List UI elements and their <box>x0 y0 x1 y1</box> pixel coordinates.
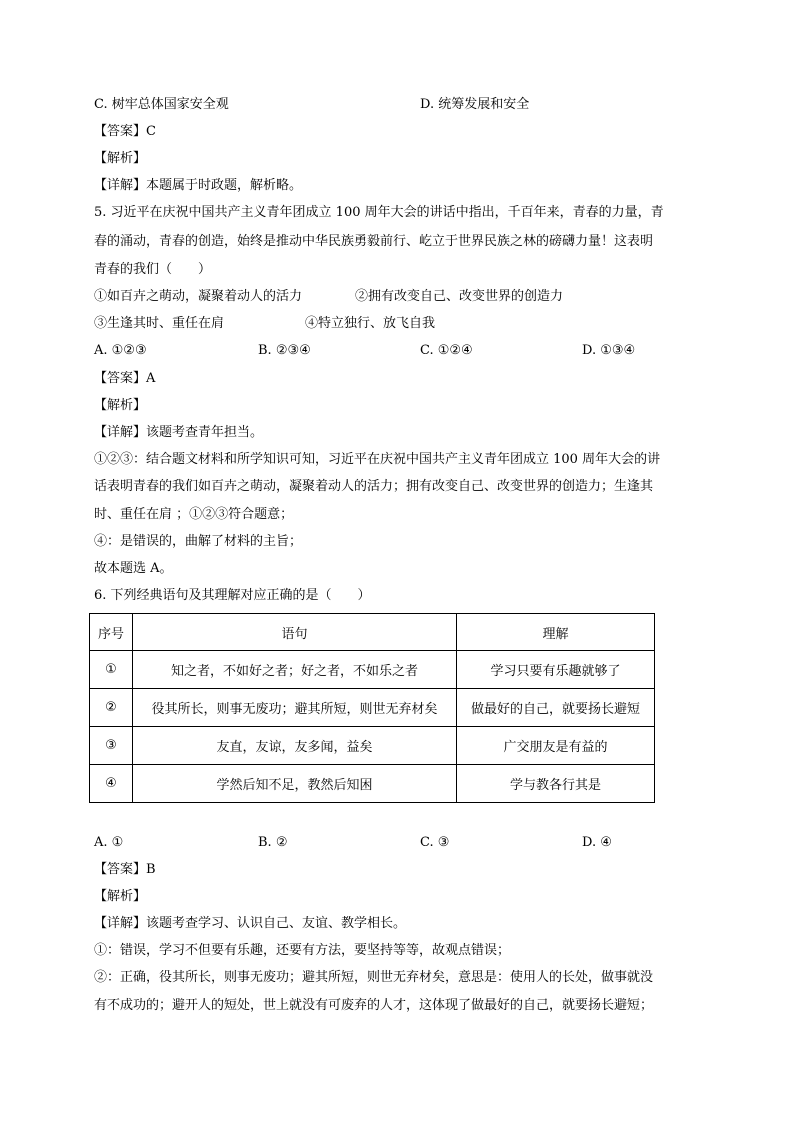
row-sentence: 友直，友谅，友多闻，益矣 <box>133 727 457 765</box>
q4-option-c: C. 树牢总体国家安全观 <box>94 97 229 112</box>
q5-item-4: ④特立独行、放飞自我 <box>305 316 436 331</box>
q5-option-c: C. ①②④ <box>420 343 473 358</box>
q6-explain-3: 有不成功的；避开人的短处，世上就没有可废弃的人才，这体现了做最好的自己，就要扬长避短； <box>94 998 654 1013</box>
q4-option-d: D. 统筹发展和安全 <box>420 97 530 112</box>
q5-explain-2: 话表明青春的我们如百卉之萌动，凝聚着动人的活力；拥有改变自己、改变世界的创造力；生逢其 <box>94 479 654 494</box>
q5-detail: 【详解】该题考查青年担当。 <box>94 425 264 440</box>
header-sentence: 语句 <box>133 614 457 651</box>
header-number: 序号 <box>90 614 133 651</box>
row-number: ③ <box>90 727 133 765</box>
q5-item-3: ③生逢其时、重任在肩 <box>94 316 225 331</box>
row-understanding: 广交朋友是有益的 <box>457 727 655 765</box>
table-row <box>90 651 655 689</box>
q6-detail: 【详解】该题考查学习、认识自己、友谊、教学相长。 <box>94 916 407 931</box>
row-understanding: 学与教各行其是 <box>457 765 655 803</box>
q5-option-d: D. ①③④ <box>582 343 636 358</box>
q5-analysis: 【解析】 <box>94 398 147 413</box>
q5-explain-5: 故本题选 A。 <box>94 561 173 576</box>
q5-stem-3: 青春的我们（ ） <box>94 262 212 277</box>
q4-analysis: 【解析】 <box>94 151 147 166</box>
row-number: ① <box>90 651 133 689</box>
row-sentence: 知之者，不如好之者；好之者，不如乐之者 <box>133 651 457 689</box>
q5-explain-3: 时、重任在肩 ；①②③符合题意； <box>94 507 294 522</box>
row-number: ② <box>90 689 133 727</box>
q5-explain-4: ④：是错误的，曲解了材料的主旨； <box>94 534 303 549</box>
q6-option-a: A. ① <box>94 835 124 850</box>
q6-option-b: B. ② <box>258 835 288 850</box>
row-number: ④ <box>90 765 133 803</box>
q4-detail: 【详解】本题属于时政题，解析略。 <box>94 178 303 193</box>
q5-stem-2: 春的涌动，青春的创造，始终是推动中华民族勇毅前行、屹立于世界民族之林的磅礴力量！这表明 <box>94 234 654 249</box>
row-sentence: 学然后知不足，教然后知困 <box>133 765 457 803</box>
q5-explain-1: ①②③：结合题文材料和所学知识可知，习近平在庆祝中国共产主义青年团成立 100 周年大会的讲 <box>94 452 661 467</box>
q5-item-1: ①如百卉之萌动，凝聚着动人的活力 <box>94 289 303 304</box>
row-understanding: 学习只要有乐趣就够了 <box>457 651 655 689</box>
q6-option-c: C. ③ <box>420 835 450 850</box>
table-header-row <box>90 614 655 651</box>
q5-item-2: ②拥有改变自己、改变世界的创造力 <box>355 289 564 304</box>
q5-option-b: B. ②③④ <box>258 343 311 358</box>
q5-option-a: A. ①②③ <box>94 343 147 358</box>
table-row <box>90 689 655 727</box>
q6-analysis: 【解析】 <box>94 889 147 904</box>
row-understanding: 做最好的自己，就要扬长避短 <box>457 689 655 727</box>
header-understanding: 理解 <box>457 614 655 651</box>
q4-answer: 【答案】C <box>94 124 156 139</box>
q6-table <box>89 613 655 803</box>
row-sentence: 役其所长，则事无废功；避其所短，则世无弃材矣 <box>133 689 457 727</box>
q6-stem: 6. 下列经典语句及其理解对应正确的是（ ） <box>94 588 371 603</box>
q6-explain-2: ②：正确，役其所长，则事无废功；避其所短，则世无弃材矣，意思是：使用人的长处，做事就没 <box>94 970 654 985</box>
q6-option-d: D. ④ <box>582 835 612 850</box>
table-row <box>90 765 655 803</box>
q5-answer: 【答案】A <box>94 371 156 386</box>
q5-stem-1: 5. 习近平在庆祝中国共产主义青年团成立 100 周年大会的讲话中指出，千百年来，青春的力量，青 <box>94 205 664 220</box>
q6-answer: 【答案】B <box>94 862 156 877</box>
table-row <box>90 727 655 765</box>
q6-explain-1: ①：错误，学习不但要有乐趣，还要有方法，要坚持等等，故观点错误； <box>94 943 511 958</box>
